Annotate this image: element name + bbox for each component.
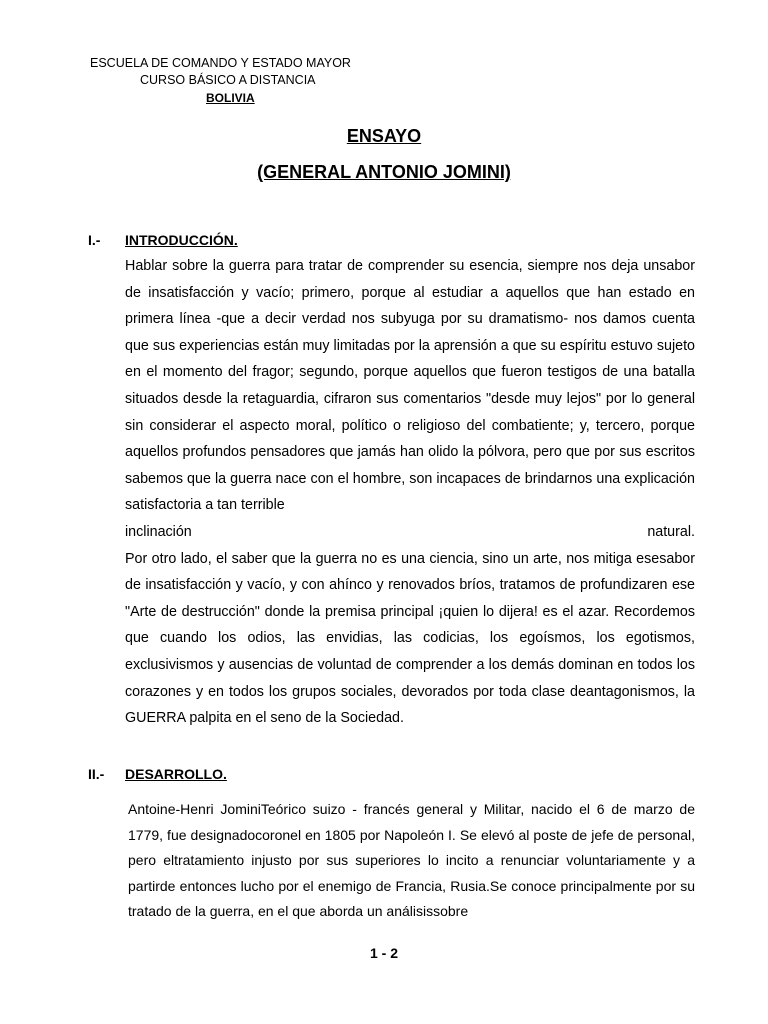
header-course: CURSO BÁSICO A DISTANCIA bbox=[140, 73, 316, 87]
intro-last-line-left: inclinación bbox=[125, 523, 192, 540]
document-title: ENSAYO bbox=[346, 126, 422, 146]
intro-paragraph-2: Por otro lado, el saber que la guerra no es una ciencia, sino un arte, nos mitiga esesabor de insatisfacción y vacío, y con ahínco y renovados bríos, tratamos de profundizaren ese "Arte de destrucción" donde la premisa principal ¡quien lo dijera! es el azar. Recordemos que cuando los odios, las envidias, las codicias, los egoísmos, los egotismos, exclusivismos y ausencias de voluntad de comprender a los demás dominan en todos los corazones y en todos los grupos sociales, devorados por toda clase deantagonismos, la GUERRA palpita en el seno de la Sociedad. bbox=[125, 550, 695, 727]
intro-paragraph-1: Hablar sobre la guerra para tratar de comprender su esencia, siempre nos deja unsabor de insatisfacción y vacío; primero, porque al estudiar a aquellos que han estado en primera línea -que a decir verdad nos subyuga por su dramatismo- nos damos cuenta que sus experiencias están muy limitadas por la aprensión a que su espíritu estuvo sujeto en el momento del fragor; segundo, porque aquellos que fueron testigos de una batalla situados desde la retaguardia, cifraron sus comentarios "desde muy lejos" por lo general sin considerar el aspecto moral, político o religioso del combatiente; y, tercero, porque aquellos profundos pensadores que jamás han olido la pólvora, pero que por sus escritos sabemos que la guerra nace con el hombre, son incapaces de brindarnos una explicación satisfactoria a tan terrible bbox=[125, 258, 695, 514]
intro-last-line-right: natural. bbox=[647, 523, 695, 540]
section-number-development: II.- bbox=[88, 766, 105, 782]
page-number: 1 - 2 bbox=[369, 945, 398, 961]
development-paragraph-1: Antoine-Henri JominiTeórico suizo - francés general y Militar, nacido el 6 de marzo de 1779, fue designadocoronel en 1805 por Napoleón I. Se elevó al poste de jefe de personal, pero eltratamiento injusto por sus superiores lo incito a renunciar voluntariamente y a partirde entonces lucho por el enemigo de Francia, Rusia.Se conoce principalmente por su tratado de la guerra, en el que aborda un análisissobre bbox=[128, 801, 695, 919]
section-body-development bbox=[128, 797, 695, 925]
section-title-development: DESARROLLO. bbox=[125, 766, 227, 782]
section-number-intro: I.- bbox=[88, 232, 101, 248]
header-country: BOLIVIA bbox=[206, 91, 255, 105]
header-school: ESCUELA DE COMANDO Y ESTADO MAYOR bbox=[90, 56, 351, 70]
document-subtitle: (GENERAL ANTONIO JOMINI) bbox=[257, 162, 511, 182]
intro-paragraph-1-last-line bbox=[125, 519, 695, 546]
section-body-intro bbox=[125, 253, 695, 732]
section-title-intro: INTRODUCCIÓN. bbox=[125, 232, 238, 248]
